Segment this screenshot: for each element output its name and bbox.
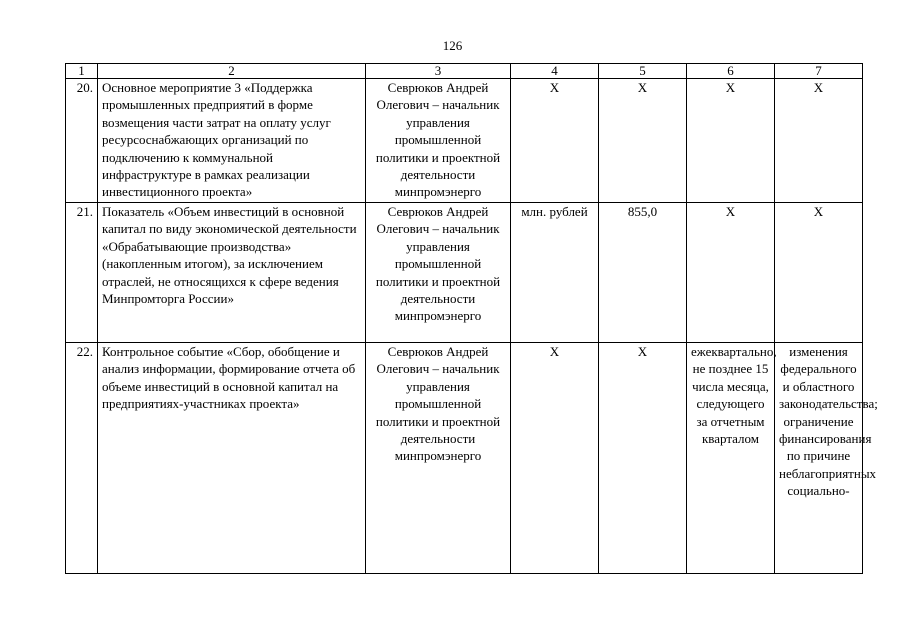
header-row	[66, 64, 863, 79]
row-number: 20.	[66, 79, 98, 203]
row-col7: Х	[775, 79, 863, 203]
row-col5: 855,0	[599, 203, 687, 343]
row-col6: Х	[687, 203, 775, 343]
plan-table	[65, 63, 878, 574]
row-col7: изменения федерального и областного законодательства; ограничение финансирования по причине неблагоприятных социально-	[775, 343, 863, 574]
header-cell: 3	[366, 64, 511, 79]
row-number: 22.	[66, 343, 98, 574]
header-cell: 5	[599, 64, 687, 79]
row-responsible: Севрюков Андрей Олегович – начальник управления промышленной политики и проектной деятельности минпромэнерго	[366, 203, 511, 343]
row-col6: ежеквартально, не позднее 15 числа месяца, следующего за отчетным кварталом	[687, 343, 775, 574]
header-cell: 2	[98, 64, 366, 79]
row-col5: Х	[599, 343, 687, 574]
row-col4: Х	[511, 79, 599, 203]
header-cell: 7	[775, 64, 863, 79]
row-responsible: Севрюков Андрей Олегович – начальник управления промышленной политики и проектной деятельности минпромэнерго	[366, 79, 511, 203]
header-cell: 4	[511, 64, 599, 79]
page-number: 126	[442, 38, 463, 53]
row-number: 21.	[66, 203, 98, 343]
row-col4: Х	[511, 343, 599, 574]
row-col4: млн. рублей	[511, 203, 599, 343]
table-row	[66, 79, 863, 203]
header-cell: 1	[66, 64, 98, 79]
row-name: Основное мероприятие 3 «Поддержка промышленных предприятий в форме возмещения части затрат на оплату услуг ресурсоснабжающих организаций по подключению к коммунальной инфраструктуре в рамках реализации инвестиционного проекта»	[98, 79, 366, 203]
row-responsible: Севрюков Андрей Олегович – начальник управления промышленной политики и проектной деятельности минпромэнерго	[366, 343, 511, 574]
table-row	[66, 343, 863, 574]
row-name: Контрольное событие «Сбор, обобщение и анализ информации, формирование отчета об объеме инвестиций в основной капитал на предприятиях-участниках проекта»	[98, 343, 366, 574]
row-col7: Х	[775, 203, 863, 343]
table-row	[66, 203, 863, 343]
header-cell: 6	[687, 64, 775, 79]
row-col5: Х	[599, 79, 687, 203]
row-col6: Х	[687, 79, 775, 203]
row-name: Показатель «Объем инвестиций в основной капитал по виду экономической деятельности «Обрабатывающие производства» (накопленным итогом), за исключением отраслей, не относящихся к сфере ведения Минпромторга России»	[98, 203, 366, 343]
